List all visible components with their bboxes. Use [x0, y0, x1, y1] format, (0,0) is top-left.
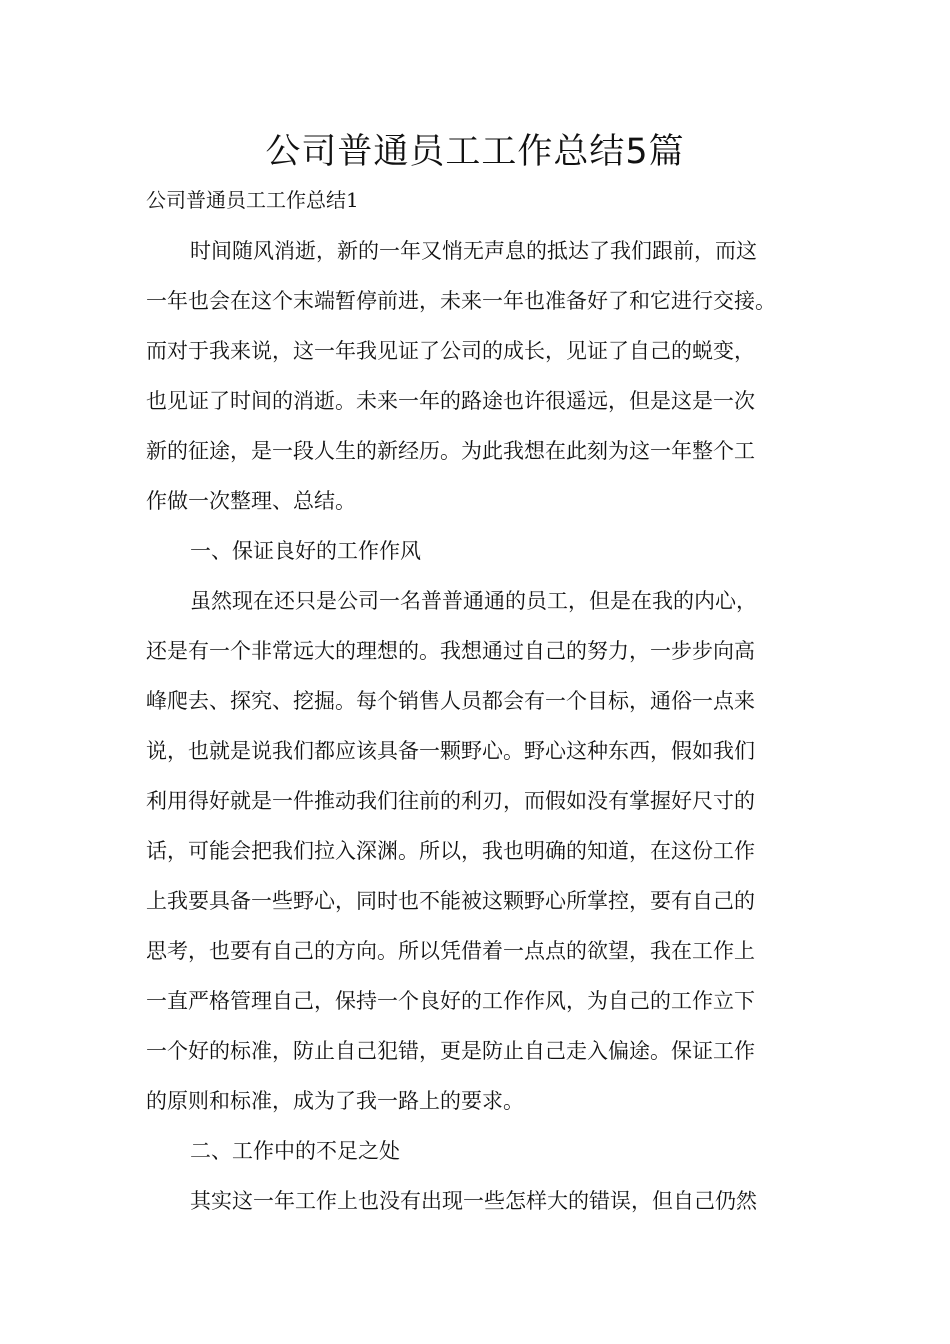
- document-body: [146, 233, 806, 1233]
- paragraph-line: 的原则和标准，成为了我一路上的要求。: [146, 1089, 524, 1113]
- paragraph-line: 也见证了时间的消逝。未来一年的路途也许很遥远，但是这是一次: [146, 389, 755, 413]
- paragraph-line: 还是有一个非常远大的理想的。我想通过自己的努力，一步步向高: [146, 639, 755, 663]
- paragraph-line: 一直严格管理自己，保持一个良好的工作作风，为自己的工作立下: [146, 989, 755, 1013]
- paragraph-line: 虽然现在还只是公司一名普普通通的员工，但是在我的内心，: [190, 589, 757, 613]
- paragraph-line: 一个好的标准，防止自己犯错，更是防止自己走入偏途。保证工作: [146, 1039, 755, 1063]
- paragraph-line: 话，可能会把我们拉入深渊。所以，我也明确的知道，在这份工作: [146, 839, 755, 863]
- subheading: 二、工作中的不足之处: [190, 1139, 400, 1163]
- paragraph-line: 一年也会在这个末端暂停前进，未来一年也准备好了和它进行交接。: [146, 289, 776, 313]
- paragraph-line: 峰爬去、探究、挖掘。每个销售人员都会有一个目标，通俗一点来: [146, 689, 755, 713]
- paragraph-line: 时间随风消逝，新的一年又悄无声息的抵达了我们跟前，而这: [190, 239, 757, 263]
- paragraph-line: 新的征途，是一段人生的新经历。为此我想在此刻为这一年整个工: [146, 439, 755, 463]
- paragraph-line: 作做一次整理、总结。: [146, 489, 356, 513]
- subheading: 一、保证良好的工作作风: [190, 539, 421, 563]
- document-title: 公司普通员工工作总结5篇: [265, 132, 685, 172]
- paragraph-line: 上我要具备一些野心，同时也不能被这颗野心所掌控，要有自己的: [146, 889, 755, 913]
- paragraph-line: 利用得好就是一件推动我们往前的利刃，而假如没有掌握好尺寸的: [146, 789, 755, 813]
- paragraph-line: 思考，也要有自己的方向。所以凭借着一点点的欲望，我在工作上: [146, 939, 755, 963]
- paragraph-line: 其实这一年工作上也没有出现一些怎样大的错误，但自己仍然: [190, 1189, 757, 1213]
- paragraph-line: 而对于我来说，这一年我见证了公司的成长，见证了自己的蜕变，: [146, 339, 755, 363]
- paragraph-line: 说，也就是说我们都应该具备一颗野心。野心这种东西，假如我们: [146, 739, 755, 763]
- section-heading: 公司普通员工工作总结1: [146, 188, 359, 212]
